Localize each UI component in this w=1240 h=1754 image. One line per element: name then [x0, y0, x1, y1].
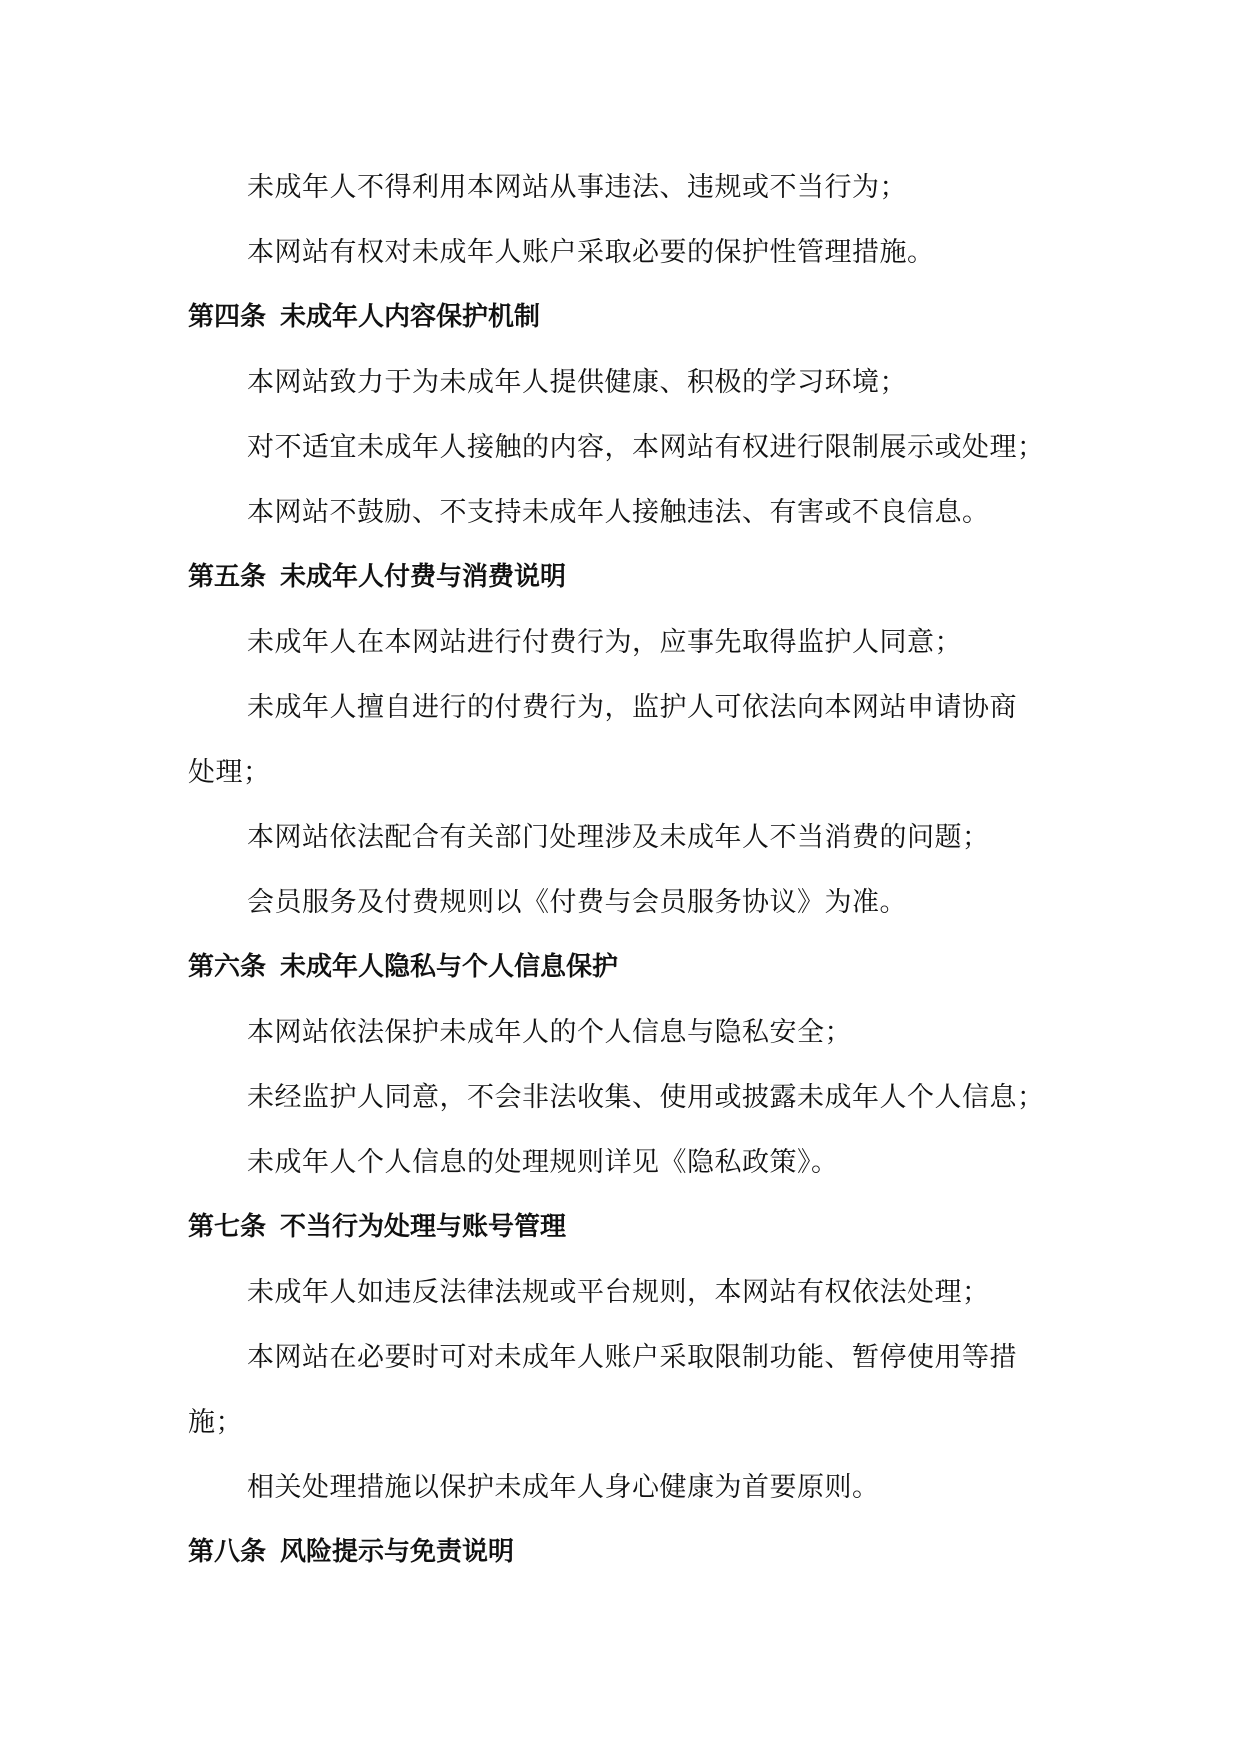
paragraph-line: 未成年人如违反法律法规或平台规则，本网站有权依法处理；: [247, 1277, 990, 1308]
section-number: 第六条: [188, 952, 267, 982]
section-title: 未成年人付费与消费说明: [280, 562, 567, 592]
section-number: 第五条: [188, 562, 267, 592]
paragraph-line: 未成年人不得利用本网站从事违法、违规或不当行为；: [247, 172, 907, 203]
paragraph-line: 未成年人在本网站进行付费行为，应事先取得监护人同意；: [247, 627, 962, 658]
paragraph-line: 对不适宜未成年人接触的内容，本网站有权进行限制展示或处理；: [247, 432, 1045, 463]
paragraph-line: 未成年人擅自进行的付费行为，监护人可依法向本网站申请协商: [247, 692, 1017, 723]
section-heading-6: [188, 935, 1068, 1000]
section-number: 第四条: [188, 302, 267, 332]
section-title: 未成年人内容保护机制: [280, 302, 541, 332]
paragraph-line: 本网站在必要时可对未成年人账户采取限制功能、暂停使用等措: [247, 1342, 1017, 1373]
section-number: 第八条: [188, 1537, 267, 1567]
section-title: 未成年人隐私与个人信息保护: [280, 952, 619, 982]
section-heading-4: [188, 285, 1068, 350]
section-title: 不当行为处理与账号管理: [280, 1212, 567, 1242]
paragraph-line: 本网站依法配合有关部门处理涉及未成年人不当消费的问题；: [247, 822, 990, 853]
section-heading-5: [188, 545, 1068, 610]
section-title: 风险提示与免责说明: [280, 1537, 515, 1567]
paragraph-line: 未经监护人同意，不会非法收集、使用或披露未成年人个人信息；: [247, 1082, 1045, 1113]
paragraph-line: 本网站不鼓励、不支持未成年人接触违法、有害或不良信息。: [247, 497, 990, 528]
paragraph-continuation: 处理；: [188, 757, 271, 788]
paragraph-line: 相关处理措施以保护未成年人身心健康为首要原则。: [247, 1472, 880, 1503]
paragraph-line: 本网站有权对未成年人账户采取必要的保护性管理措施。: [247, 237, 935, 268]
document-page: [188, 155, 1068, 1585]
paragraph-line: 本网站致力于为未成年人提供健康、积极的学习环境；: [247, 367, 907, 398]
section-heading-7: [188, 1195, 1068, 1260]
section-number: 第七条: [188, 1212, 267, 1242]
paragraph-continuation: 施；: [188, 1407, 243, 1438]
paragraph-line: 本网站依法保护未成年人的个人信息与隐私安全；: [247, 1017, 852, 1048]
paragraph-line: 会员服务及付费规则以《付费与会员服务协议》为准。: [247, 887, 907, 918]
paragraph-line: 未成年人个人信息的处理规则详见《隐私政策》。: [247, 1147, 839, 1178]
section-heading-8: [188, 1520, 1068, 1585]
